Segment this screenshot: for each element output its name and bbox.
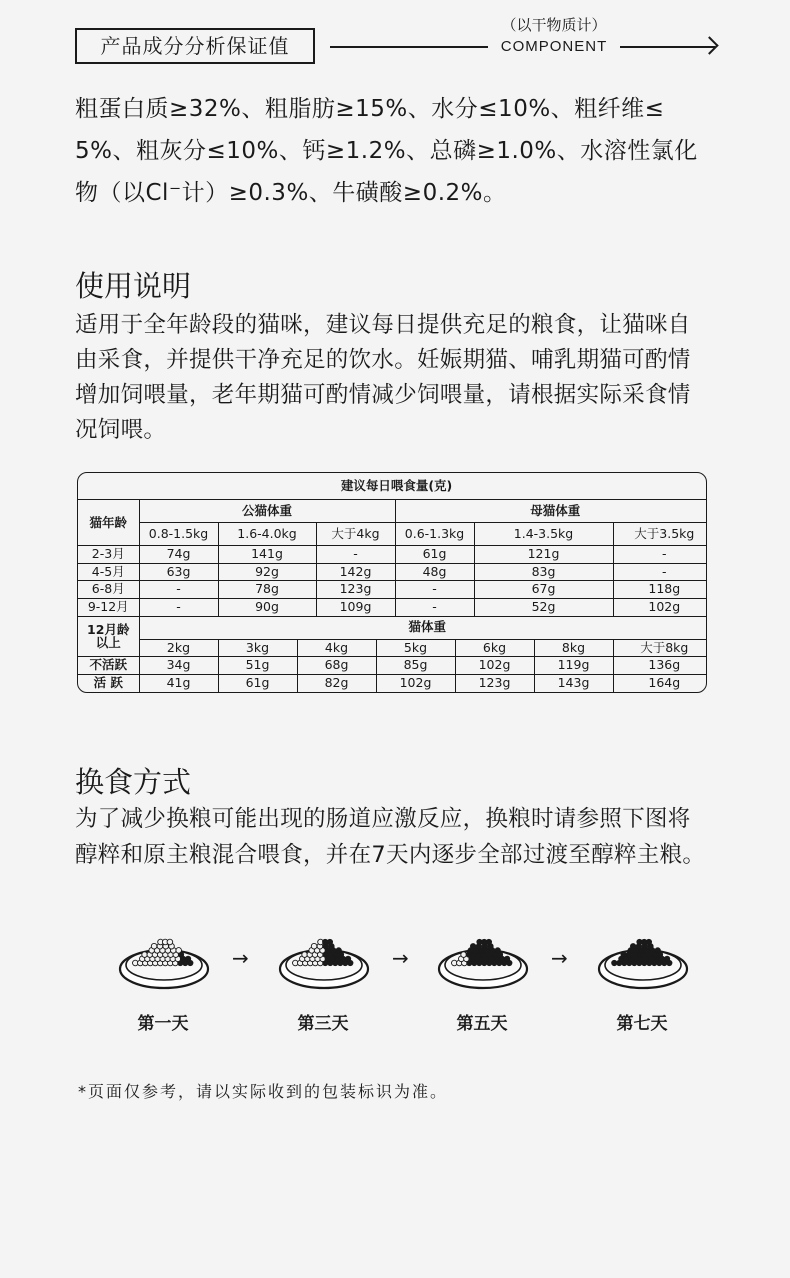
row-age: 4-5月: [78, 563, 139, 581]
bowl-icon: [437, 925, 529, 993]
adult-col-header: 大于8kg: [613, 639, 707, 657]
usage-text-line: 增加饲喂量，老年期猫可酌情减少饲喂量，请根据实际采食情: [75, 382, 691, 408]
table-cell: 90g: [218, 599, 316, 617]
adult-age-header: 12月龄以上: [78, 616, 139, 656]
component-text-line: 粗蛋白质≥32%、粗脂肪≥15%、水分≤10%、粗纤维≤: [75, 96, 665, 122]
transition-text-line: 醇粹和原主粮混合喂食，并在7天内逐步全部过渡至醇粹主粮。: [75, 842, 706, 868]
component-text-line: 5%、粗灰分≤10%、钙≥1.2%、总磷≥1.0%、水溶性氯化: [75, 138, 698, 164]
male-col-header: 0.8-1.5kg: [139, 523, 218, 546]
adult-col-header: 4kg: [297, 639, 376, 657]
table-cell: 119g: [534, 657, 613, 675]
male-weight-header: 公猫体重: [139, 500, 395, 523]
table-cell: 85g: [376, 657, 455, 675]
table-cell: 82g: [297, 674, 376, 692]
row-age: 2-3月: [78, 546, 139, 564]
adult-col-header: 6kg: [455, 639, 534, 657]
bowl-icon: [278, 925, 370, 993]
table-cell: 143g: [534, 674, 613, 692]
day-label: 第五天: [456, 1014, 508, 1034]
table-cell: 141g: [218, 546, 316, 564]
table-cell: 102g: [376, 674, 455, 692]
table-cell: 164g: [613, 674, 707, 692]
table-cell: -: [395, 599, 474, 617]
female-col-header: 0.6-1.3kg: [395, 523, 474, 546]
adult-col-header: 2kg: [139, 639, 218, 657]
adult-weight-header: 猫体重: [139, 616, 707, 639]
adult-col-header: 3kg: [218, 639, 297, 657]
table-cell: 109g: [316, 599, 395, 617]
table-cell: -: [395, 581, 474, 599]
usage-text-line: 由采食，并提供干净充足的饮水。妊娠期猫、哺乳期猫可酌情: [75, 347, 691, 373]
male-col-header: 1.6-4.0kg: [218, 523, 316, 546]
table-row: [78, 674, 707, 692]
footnote: *页面仅参考，请以实际收到的包装标识为准。: [78, 1082, 449, 1101]
table-cell: 83g: [474, 563, 613, 581]
table-row: [78, 546, 707, 564]
age-header: 猫年龄: [78, 500, 139, 546]
table-row: [78, 657, 707, 675]
transition-text-line: 为了减少换粮可能出现的肠道应激反应，换粮时请参照下图将: [75, 806, 691, 832]
arrow-right-icon: →: [551, 946, 568, 970]
table-cell: -: [139, 599, 218, 617]
arrow-right-icon: →: [392, 946, 409, 970]
row-age: 6-8月: [78, 581, 139, 599]
table-row: [78, 563, 707, 581]
component-subtitle: （以干物质计）: [501, 16, 607, 34]
table-title: 建议每日喂食量(克): [78, 473, 707, 500]
table-cell: 121g: [474, 546, 613, 564]
component-divider-left: [330, 46, 488, 48]
bowl-icon: [597, 925, 689, 993]
table-cell: -: [613, 546, 707, 564]
male-col-header: 大于4kg: [316, 523, 395, 546]
day-label: 第三天: [297, 1014, 349, 1034]
table-cell: 61g: [395, 546, 474, 564]
table-cell: 92g: [218, 563, 316, 581]
table-cell: 48g: [395, 563, 474, 581]
table-cell: 142g: [316, 563, 395, 581]
row-age: 9-12月: [78, 599, 139, 617]
table-cell: 102g: [455, 657, 534, 675]
table-cell: 67g: [474, 581, 613, 599]
table-cell: -: [139, 581, 218, 599]
table-cell: 123g: [316, 581, 395, 599]
arrow-right-icon: [700, 36, 718, 54]
female-col-header: 大于3.5kg: [613, 523, 707, 546]
component-heading: 产品成分分析保证值: [75, 28, 315, 64]
table-cell: 34g: [139, 657, 218, 675]
table-cell: 61g: [218, 674, 297, 692]
table-row: [78, 599, 707, 617]
table-cell: -: [316, 546, 395, 564]
table-row: [78, 581, 707, 599]
usage-title: 使用说明: [75, 269, 192, 303]
arrow-right-icon: →: [232, 946, 249, 970]
female-col-header: 1.4-3.5kg: [474, 523, 613, 546]
component-text-line: 物（以Cl⁻计）≥0.3%、牛磺酸≥0.2%。: [75, 180, 507, 206]
table-cell: 136g: [613, 657, 707, 675]
adult-col-header: 5kg: [376, 639, 455, 657]
table-cell: 51g: [218, 657, 297, 675]
table-cell: 63g: [139, 563, 218, 581]
activity-label: 不活跃: [78, 657, 139, 675]
component-label: COMPONENT: [500, 38, 608, 55]
table-cell: 78g: [218, 581, 316, 599]
bowl-icon: [118, 925, 210, 993]
usage-text-line: 适用于全年龄段的猫咪，建议每日提供充足的粮食，让猫咪自: [75, 312, 691, 338]
table-cell: 41g: [139, 674, 218, 692]
table-cell: 74g: [139, 546, 218, 564]
day-label: 第七天: [616, 1014, 668, 1034]
table-cell: 118g: [613, 581, 707, 599]
table-cell: 52g: [474, 599, 613, 617]
table-cell: 123g: [455, 674, 534, 692]
adult-col-header: 8kg: [534, 639, 613, 657]
day-label: 第一天: [137, 1014, 189, 1034]
activity-label: 活 跃: [78, 674, 139, 692]
usage-text-line: 况饲喂。: [75, 417, 167, 443]
transition-title: 换食方式: [75, 765, 192, 799]
table-cell: -: [613, 563, 707, 581]
table-cell: 68g: [297, 657, 376, 675]
feeding-table: [77, 472, 707, 693]
table-cell: 102g: [613, 599, 707, 617]
female-weight-header: 母猫体重: [395, 500, 707, 523]
